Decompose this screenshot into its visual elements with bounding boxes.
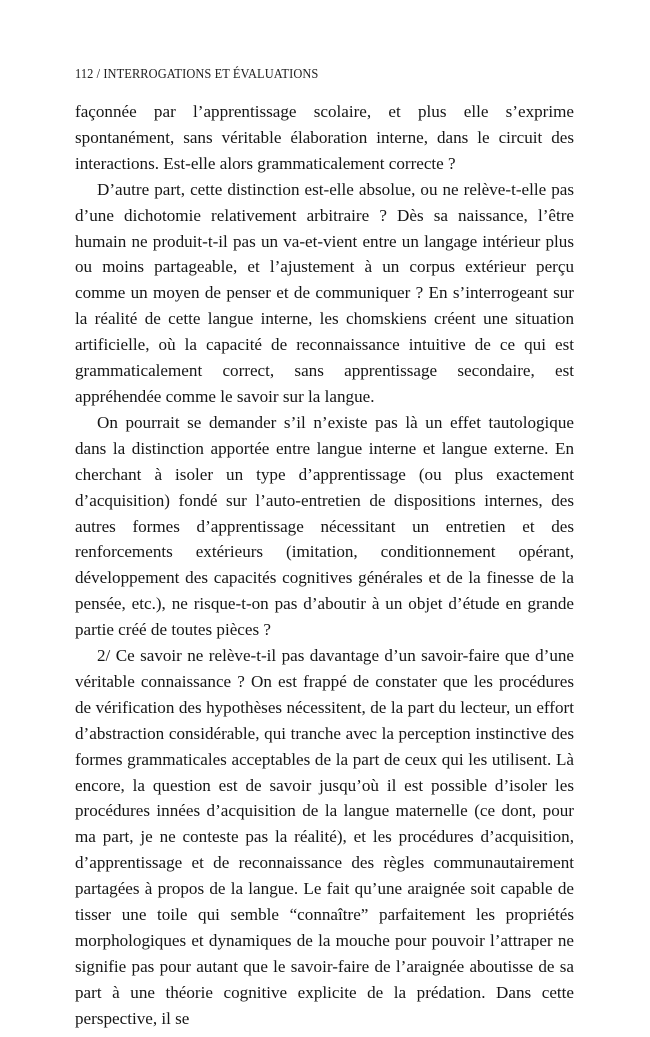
paragraph-2: D’autre part, cette distinction est-elle absolue, ou ne relève-t-elle pas d’une dichotomie relativement arbitraire ? Dès sa naissance, l’être humain ne produit-t-il pas un va-et-vient entre un langage intérieur plus ou moins partageable, et l’ajustement à un corpus extérieur perçu comme un moyen de penser et de communiquer ? En s’interrogeant sur la réalité de cette langue interne, les chomskiens créent une situation artificielle, où la capacité de reconnaissance intuitive de ce qui est grammaticalement correct, sans apprentissage secondaire, est appréhendée comme le savoir sur la langue.: [75, 179, 574, 406]
running-head: 112 / INTERROGATIONS ET ÉVALUATIONS: [75, 66, 319, 81]
paragraph-3: On pourrait se demander s’il n’existe pas là un effet tautologique dans la distinction apportée entre langue interne et langue externe. En cherchant à isoler un type d’apprentissage (ou plus exactement d’acquisition) fondé sur l’auto-entretien de dispositions internes, des autres formes d’apprentissage nécessitant un entretien et des renforcements extérieurs (imitation, conditionnement opérant, développement des capacités cognitives générales et de la finesse de la pensée, etc.), ne risque-t-on pas d’aboutir à un objet d’étude en grande partie créé de toutes pièces ?: [75, 412, 574, 640]
paragraph-4: 2/ Ce savoir ne relève-t-il pas davantage d’un savoir-faire que d’une véritable connaissance ? On est frappé de constater que les procédures de vérification des hypothèses nécessitent, de la part du lecteur, un effort d’abstraction considérable, qui tranche avec la perception instinctive des formes grammaticales acceptables de la part de ceux qui les utilisent. Là encore, la question est de savoir jusqu’où il est possible d’isoler les procédures innées d’acquisition de la langue maternelle (ce dont, pour ma part, je ne conteste pas la réalité), et les procédures d’acquisition, d’apprentissage et de reconnaissance des règles communautairement partagées à propos de la langue. Le fait qu’une araignée soit capable de tisser une toile qui semble “connaître” parfaitement les propriétés morphologiques et dynamiques de la mouche pour pouvoir l’attraper ne signifie pas pour autant que le savoir-faire de l’araignée aboutisse de sa part à une théorie cognitive explicite de la prédation. Dans cette perspective, il se: [75, 646, 574, 1028]
body-text-block: [75, 99, 574, 1032]
paragraph-1: façonnée par l’apprentissage scolaire, et plus elle s’exprime spontanément, sans véritable élaboration interne, dans le circuit des interactions. Est-elle alors grammaticalement correcte ?: [75, 102, 574, 173]
